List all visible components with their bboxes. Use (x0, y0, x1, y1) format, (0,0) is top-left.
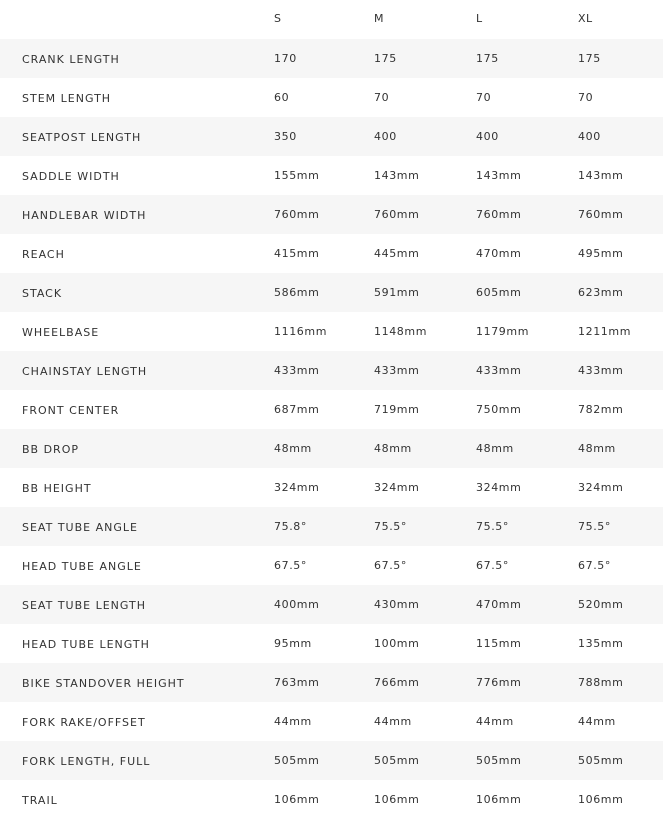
row-value-s: 60 (274, 91, 290, 104)
row-label: BB HEIGHT (22, 482, 92, 495)
row-value-l: 505mm (476, 754, 522, 767)
row-value-m: 766mm (374, 676, 420, 689)
row-value-l: 776mm (476, 676, 522, 689)
row-value-m: 400 (374, 130, 397, 143)
table-row (0, 195, 663, 234)
table-row (0, 312, 663, 351)
row-value-l: 760mm (476, 208, 522, 221)
table-row (0, 507, 663, 546)
row-value-s: 433mm (274, 364, 320, 377)
row-value-l: 324mm (476, 481, 522, 494)
table-row (0, 624, 663, 663)
row-value-xl: 433mm (578, 364, 624, 377)
row-label: FRONT CENTER (22, 404, 120, 417)
row-value-xl: 143mm (578, 169, 624, 182)
row-label: TRAIL (22, 794, 58, 807)
row-value-l: 67.5° (476, 559, 509, 572)
row-value-l: 115mm (476, 637, 522, 650)
size-header-s: S (274, 12, 282, 25)
row-label: FORK RAKE/OFFSET (22, 716, 146, 729)
row-value-l: 48mm (476, 442, 514, 455)
row-label: HANDLEBAR WIDTH (22, 209, 147, 222)
table-row (0, 663, 663, 702)
row-value-m: 505mm (374, 754, 420, 767)
table-row (0, 39, 663, 78)
row-value-s: 415mm (274, 247, 320, 260)
row-value-m: 100mm (374, 637, 420, 650)
row-value-s: 48mm (274, 442, 312, 455)
row-value-l: 470mm (476, 598, 522, 611)
row-value-l: 70 (476, 91, 492, 104)
row-value-s: 763mm (274, 676, 320, 689)
row-value-m: 75.5° (374, 520, 407, 533)
size-header-row (0, 0, 663, 39)
row-value-s: 400mm (274, 598, 320, 611)
row-value-xl: 75.5° (578, 520, 611, 533)
row-value-m: 324mm (374, 481, 420, 494)
row-value-m: 1148mm (374, 325, 428, 338)
table-row (0, 468, 663, 507)
row-label: CHAINSTAY LENGTH (22, 365, 148, 378)
row-label: BB DROP (22, 443, 79, 456)
row-value-xl: 505mm (578, 754, 624, 767)
row-label: FORK LENGTH, FULL (22, 755, 151, 768)
row-label: CRANK LENGTH (22, 53, 120, 66)
size-header-xl: XL (578, 12, 593, 25)
table-row (0, 351, 663, 390)
row-value-l: 1179mm (476, 325, 530, 338)
row-label: BIKE STANDOVER HEIGHT (22, 677, 185, 690)
row-value-m: 591mm (374, 286, 420, 299)
table-row (0, 702, 663, 741)
row-value-m: 48mm (374, 442, 412, 455)
row-value-m: 433mm (374, 364, 420, 377)
row-value-l: 433mm (476, 364, 522, 377)
row-label: WHEELBASE (22, 326, 100, 339)
row-value-xl: 175 (578, 52, 601, 65)
table-row (0, 390, 663, 429)
row-value-m: 44mm (374, 715, 412, 728)
row-value-m: 445mm (374, 247, 420, 260)
row-value-xl: 782mm (578, 403, 624, 416)
row-value-s: 95mm (274, 637, 312, 650)
row-value-xl: 70 (578, 91, 594, 104)
row-value-xl: 760mm (578, 208, 624, 221)
row-value-m: 719mm (374, 403, 420, 416)
row-value-l: 470mm (476, 247, 522, 260)
table-row (0, 273, 663, 312)
row-value-l: 44mm (476, 715, 514, 728)
row-label: REACH (22, 248, 65, 261)
row-value-xl: 44mm (578, 715, 616, 728)
row-value-l: 75.5° (476, 520, 509, 533)
row-value-s: 687mm (274, 403, 320, 416)
row-value-s: 44mm (274, 715, 312, 728)
row-value-s: 760mm (274, 208, 320, 221)
row-value-m: 70 (374, 91, 390, 104)
table-row (0, 234, 663, 273)
row-label: STACK (22, 287, 63, 300)
row-value-xl: 67.5° (578, 559, 611, 572)
row-label: STEM LENGTH (22, 92, 112, 105)
row-value-s: 170 (274, 52, 297, 65)
row-value-m: 175 (374, 52, 397, 65)
row-label: SEAT TUBE ANGLE (22, 521, 138, 534)
row-value-s: 155mm (274, 169, 320, 182)
row-label: HEAD TUBE LENGTH (22, 638, 150, 651)
table-row (0, 156, 663, 195)
row-value-xl: 106mm (578, 793, 624, 806)
row-label: SEAT TUBE LENGTH (22, 599, 147, 612)
row-value-m: 106mm (374, 793, 420, 806)
row-value-l: 400 (476, 130, 499, 143)
row-value-xl: 623mm (578, 286, 624, 299)
row-value-l: 106mm (476, 793, 522, 806)
row-value-m: 143mm (374, 169, 420, 182)
row-value-xl: 48mm (578, 442, 616, 455)
row-value-l: 605mm (476, 286, 522, 299)
table-row (0, 546, 663, 585)
row-value-xl: 495mm (578, 247, 624, 260)
row-value-xl: 324mm (578, 481, 624, 494)
geometry-rows (0, 39, 663, 819)
row-value-s: 350 (274, 130, 297, 143)
row-value-s: 75.8° (274, 520, 307, 533)
row-value-s: 505mm (274, 754, 320, 767)
row-value-s: 586mm (274, 286, 320, 299)
row-value-m: 67.5° (374, 559, 407, 572)
row-value-xl: 135mm (578, 637, 624, 650)
row-label: SEATPOST LENGTH (22, 131, 142, 144)
table-row (0, 741, 663, 780)
row-value-s: 324mm (274, 481, 320, 494)
row-value-m: 760mm (374, 208, 420, 221)
row-value-l: 750mm (476, 403, 522, 416)
row-value-m: 430mm (374, 598, 420, 611)
table-row (0, 78, 663, 117)
row-value-xl: 400 (578, 130, 601, 143)
table-row (0, 117, 663, 156)
size-header-m: M (374, 12, 384, 25)
row-value-xl: 1211mm (578, 325, 632, 338)
row-value-s: 67.5° (274, 559, 307, 572)
row-value-xl: 788mm (578, 676, 624, 689)
row-value-l: 175 (476, 52, 499, 65)
row-value-l: 143mm (476, 169, 522, 182)
row-value-s: 106mm (274, 793, 320, 806)
size-header-l: L (476, 12, 483, 25)
row-value-s: 1116mm (274, 325, 328, 338)
row-label: SADDLE WIDTH (22, 170, 120, 183)
table-row (0, 585, 663, 624)
table-row (0, 780, 663, 819)
table-row (0, 429, 663, 468)
row-label: HEAD TUBE ANGLE (22, 560, 142, 573)
row-value-xl: 520mm (578, 598, 624, 611)
